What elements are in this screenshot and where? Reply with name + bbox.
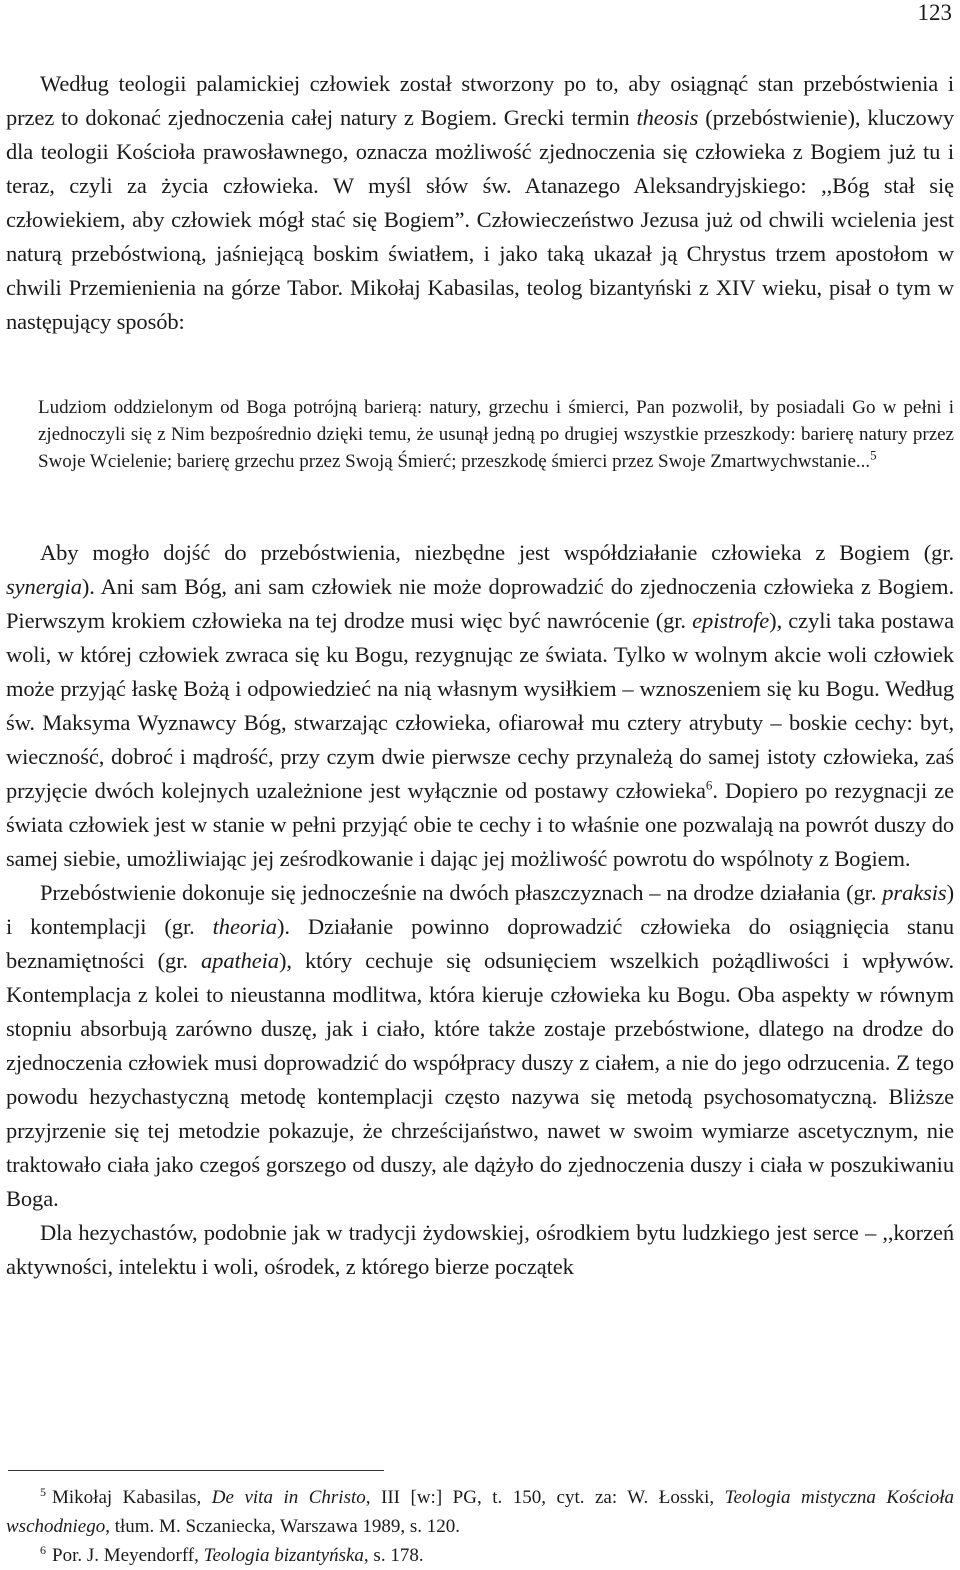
body-text-main bbox=[6, 536, 954, 1284]
italic-title: Teologia mistyczna Kościoła wschodniego bbox=[6, 1487, 954, 1537]
footnotes bbox=[6, 1483, 954, 1570]
text-run: Przebóstwienie dokonuje się jednocześnie na dwóch płaszczyznach – na drodze działania (gr. bbox=[40, 880, 883, 905]
text-run: Dla hezychastów, podobnie jak w tradycji żydowskiej, ośrodkiem bytu ludzkiego jest serce – ,,korzeń aktywności, intelektu i woli, ośrodek, z którego bierze początek bbox=[6, 1220, 954, 1279]
text-run: ). Ani sam Bóg, ani sam człowiek nie może doprowadzić do zjednoczenia człowieka z Bogiem. Pierwszym krokiem człowieka na tej drodze musi więc być nawrócenie (gr. bbox=[6, 574, 954, 633]
quote-body: Ludziom oddzielonym od Boga potrójną barierą: natury, grzechu i śmierci, Pan pozwolił, by posiadali Go w pełni i zjednoczyli się z Nim bezpośrednio dzięki temu, że usunął jedną po drugiej wszystkie przeszkody: barierę natury przez Swoje Wcielenie; barierę grzechu przez Swoją Śmierć; przeszkodę śmierci przez Swoje Zmartwychwstanie... bbox=[38, 397, 954, 472]
footnote-number: 6 bbox=[40, 1542, 46, 1557]
text-run: (przebóstwienie), kluczowy dla teologii Kościoła prawosławnego, oznacza możliwość zjednoczenia się człowieka z Bogiem już tu i teraz, czyli za życia człowieka. W myśl słów św. Atanazego Aleksandryjskiego: ,,Bóg stał się człowiekiem, aby człowiek mógł stać się Bogiem”. Człowieczeństwo Jezusa już od chwili wcielenia jest naturą przebóstwioną, jaśniejącą boskim światłem, i jako taką ukazał ją Chrystus trzem apostołom w chwili Przemienienia na górze Tabor. Mikołaj Kabasilas, teolog bizantyński z XIV wieku, pisał o tym w następujący sposób: bbox=[6, 105, 954, 334]
italic-term: praksis bbox=[882, 880, 947, 905]
body-text-top bbox=[6, 67, 954, 339]
paragraph-1 bbox=[6, 67, 954, 339]
page-number: 123 bbox=[917, 0, 952, 25]
text-run: ). Działanie powinno doprowadzić człowieka do osiągnięcia stanu beznamiętności (gr. bbox=[6, 914, 954, 973]
italic-term: theoria bbox=[212, 914, 277, 939]
text-run: ), czyli taka postawa woli, w której człowiek zwraca się ku Bogu, rezygnując ze świata. Tylko w wolnym akcie woli człowiek może przyjąć łaskę Bożą i odpowiedzieć na nią własnym wysiłkiem – wznoszeniem się ku Bogu. Według św. Maksyma Wyznawcy Bóg, stwarzając człowieka, ofiarował mu cztery atrybuty – boskie cechy: byt, wieczność, dobroć i mądrość, przy czym dwie pierwsze cechy przynależą do samej istoty człowieka, zaś przyjęcie dwóch kolejnych uzależnione jest wyłącznie od postawy człowieka bbox=[6, 608, 954, 803]
footnote-5 bbox=[6, 1483, 954, 1541]
footnote-number: 5 bbox=[40, 1484, 46, 1499]
text-run: , s. 178. bbox=[363, 1545, 424, 1566]
footnote-ref: 6 bbox=[705, 777, 713, 793]
italic-term: epistrofe bbox=[692, 608, 770, 633]
paragraph-3 bbox=[6, 876, 954, 1216]
italic-term: theosis bbox=[636, 105, 699, 130]
quote-text bbox=[38, 394, 954, 475]
text-run: Aby mogło dojść do przebóstwienia, niezbędne jest współdziałanie człowieka z Bogiem (gr. bbox=[40, 540, 954, 565]
italic-title: Teologia bizantyńska bbox=[203, 1545, 364, 1566]
text-run: Por. J. Meyendorff, bbox=[52, 1545, 204, 1566]
text-run: Według teologii palamickiej człowiek został stworzony po to, aby osiągnąć stan przebóstwienia i przez to dokonać zjednoczenia całej natury z Bogiem. Grecki termin bbox=[6, 71, 954, 130]
text-run: ), który cechuje się odsunięciem wszelkich pożądliwości i wpływów. Kontemplacja z kolei to nieustanna modlitwa, która kieruje człowieka ku Bogu. Oba aspekty w równym stopniu absorbują zarówno duszę, jak i ciało, które także zostaje przebóstwione, dlatego na drodze do zjednoczenia człowiek musi doprowadzić do współpracy duszy z ciałem, a nie do jego odrzucenia. Z tego powodu hezychastyczną metodę kontemplacji często nazywa się metodą psychosomatyczną. Bliższe przyjrzenie się tej metodzie pokazuje, że chrześcijaństwo, nawet w swoim wymiarze ascetycznym, nie traktowało ciała jako czegoś gorszego od duszy, ale dążyło do zjednoczenia duszy i ciała w poszukiwaniu Boga. bbox=[6, 948, 954, 1211]
footnote-ref: 5 bbox=[870, 447, 877, 463]
text-run: , tłum. M. Sczaniecka, Warszawa 1989, s. 120. bbox=[105, 1516, 461, 1537]
footnote-6 bbox=[6, 1541, 954, 1570]
paragraph-4 bbox=[6, 1216, 954, 1284]
footnote-divider bbox=[8, 1470, 384, 1471]
text-run: ) i kontemplacji (gr. bbox=[6, 880, 954, 939]
italic-title: De vita in Christo bbox=[211, 1487, 366, 1508]
text-run: Mikołaj Kabasilas, bbox=[52, 1487, 212, 1508]
text-run: , III [w:] PG, t. 150, cyt. za: W. Łosski, bbox=[365, 1487, 725, 1508]
italic-term: synergia bbox=[6, 574, 82, 599]
block-quote bbox=[38, 394, 954, 475]
paragraph-2 bbox=[6, 536, 954, 876]
text-run: . Dopiero po rezygnacji ze świata człowiek jest w stanie w pełni przyjąć obie te cechy i to właśnie one pozwalają na powrót duszy do samej siebie, umożliwiając jej ześrodkowanie i dając jej możliwość powrotu do wspólnoty z Bogiem. bbox=[6, 778, 954, 871]
italic-term: apatheia bbox=[201, 948, 279, 973]
